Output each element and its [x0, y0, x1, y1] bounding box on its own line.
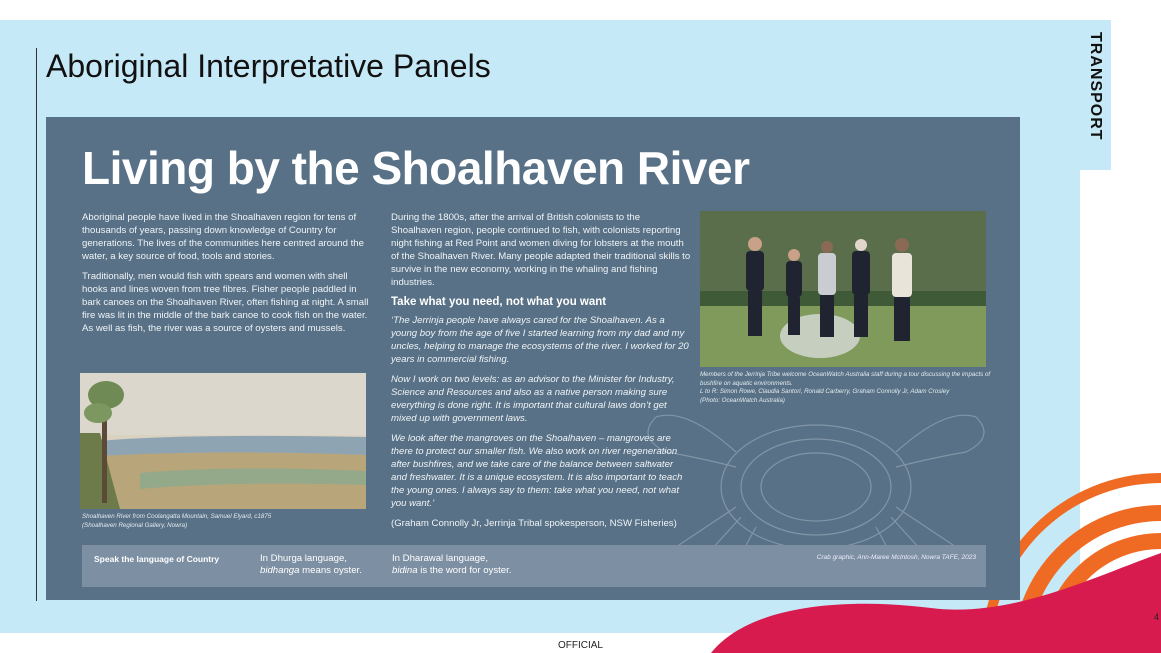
dharawal-note: In Dharawal language, bidina is the word for oyster. [392, 553, 512, 576]
classification-footer: OFFICIAL [557, 640, 603, 651]
interpretative-panel [46, 117, 1020, 600]
painting-caption: Shoalhaven River from Coolangatta Mountain, Samuel Elyard, c1875 (Shoalhaven Regional Gallery, Nowra) [82, 513, 272, 529]
crab-credit: Crab graphic, Ann-Maree McIntosh, Nowra TAFE, 2023 [816, 554, 976, 561]
column-middle [391, 211, 691, 537]
column-left [82, 211, 372, 342]
history-paragraph: During the 1800s, after the arrival of British colonists to the Shoalhaven region, people continued to fish, with colonists reporting night fishing at Red Point and women diving for lobsters at the mouth of the Shoalhaven River. Many people adapted their traditional skills to survive in the new economy, working in the whaling and fishing industries. [391, 212, 691, 288]
intro-paragraph: Aboriginal people have lived in the Shoalhaven region for tens of thousands of years, passing down knowledge of Country for generations. The lives of the communities here centred around the water, a key source of food, tools and stories. [82, 212, 364, 262]
quote-attribution: (Graham Connolly Jr, Jerrinja Tribal spokesperson, NSW Fisheries) [391, 518, 677, 529]
photo-caption: Members of the Jerrinja Tribe welcome OceanWatch Australia staff during a tour discussing the impacts of bushfire on aquatic environments. L to R: Simon Rowe, Claudia Santori, Ronald Carberry, Graham Connolly Jr, Adam Crosley (Photo: OceanWatch Australia) [700, 371, 991, 404]
panel-title: Living by the Shoalhaven River [82, 142, 750, 194]
language-bar-label: Speak the language of Country [94, 554, 220, 564]
traditional-paragraph: Traditionally, men would fish with spears and women with shell hooks and lines woven from tree fibres. Fisher people paddled in bark canoes on the Shoalhaven River, often fishing at night. A small fire was lit in the middle of the bark canoe to cook fish on the water. As well as fish, the river was a source of oysters and mussels. [82, 271, 369, 334]
quote-paragraph-3: We look after the mangroves on the Shoalhaven – mangroves are there to protect our smaller fish. We also work on river regeneration after bushfires, and we take care of the balance between saltwater and freshwater. It is a unique ecosystem. It is also important to teach the young ones. I always say to them: take what you need, not what you want.’ [391, 433, 683, 509]
transport-label: TRANSPORT [1087, 32, 1104, 141]
dhurga-note: In Dhurga language, bidhanga means oyster. [260, 553, 362, 576]
quote-heading: Take what you need, not what you want [391, 296, 607, 308]
group-photo [700, 211, 986, 367]
language-bar [82, 545, 986, 587]
river-painting [80, 373, 366, 509]
title-rule [36, 48, 37, 601]
quote-paragraph-2: Now I work on two levels: as an advisor to the Minister for Industry, Science and Resources and also as a native person making sure everything is done right. It is important that cultural laws don’t get mixed up with government laws. [391, 374, 675, 424]
slide-title: Aboriginal Interpretative Panels [46, 48, 491, 84]
quote-paragraph-1: ‘The Jerrinja people have always cared for the Shoalhaven. As a young boy from the age of five I started learning from my dad and my uncles, helping to manage the ecosystems of the river. I worked for 20 years in commercial fishing. [391, 315, 689, 365]
page-number: 4 [1154, 612, 1160, 622]
